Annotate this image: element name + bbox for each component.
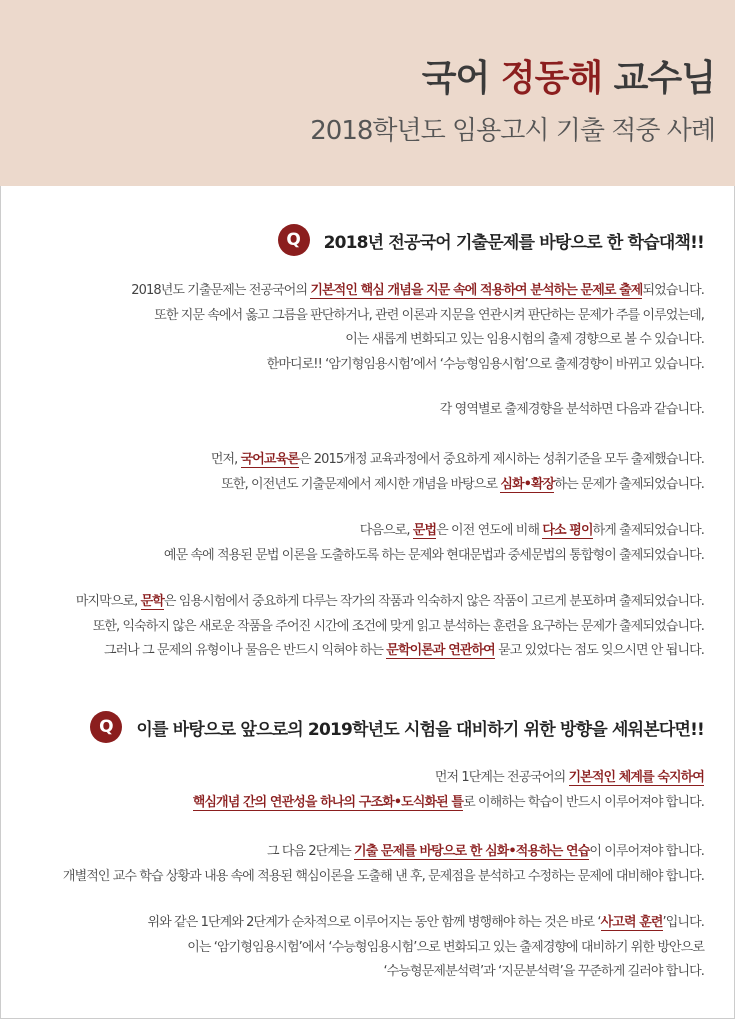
text-span: 묻고 있었다는 점도 잊으시면 안 됩니다. (494, 643, 704, 658)
text-span: ’입니다. (662, 915, 704, 930)
text-line (211, 473, 704, 498)
text-span: 위와 같은 1단계와 2단계가 순차적으로 이루어지는 동안 함께 병행해야 하는 것은 바로 ‘ (147, 915, 601, 930)
text-span: 하는 문제가 출제되었습니다. (554, 476, 704, 492)
highlight-text: 문학이론과 연관하여 (386, 643, 495, 658)
section1-paragraph-3 (211, 448, 704, 497)
text-line (63, 840, 704, 865)
section1-paragraph-1 (131, 279, 704, 377)
section1-paragraph-4 (164, 519, 704, 568)
highlight-text: 기본적인 체계를 숙지하여 (568, 770, 704, 785)
text-span: 은 이전 연도에 비해 (436, 523, 543, 538)
q-badge-icon: Q (278, 224, 310, 256)
section2-heading (90, 711, 704, 743)
section2-paragraph-3 (147, 911, 704, 985)
highlight-text: 문학 (140, 594, 164, 609)
section1-title: 2018년 전공국어 기출문제를 바탕으로 한 학습대책!! (323, 232, 704, 253)
text-span: 이 이루어져야 합니다. (589, 844, 704, 859)
text-line: 이는 새롭게 변화되고 있는 임용시험의 출제 경향으로 볼 수 있습니다. (345, 332, 704, 347)
section2-paragraph-1 (193, 766, 704, 815)
highlight-text: 핵심개념 간의 연관성을 하나의 구조화•도식화된 틀 (192, 794, 464, 810)
content-card (0, 186, 735, 1019)
text-line: 또한, 익숙하지 않은 새로운 작품을 주어진 시간에 조건에 맞게 읽고 분석하는 훈련을 요구하는 문제가 출제되었습니다. (92, 618, 704, 634)
text-span: 2018년도 기출문제는 전공국어의 (131, 283, 311, 298)
text-line (211, 448, 704, 473)
text-span: 은 2015개정 교육과정에서 중요하게 제시하는 성취기준을 모두 출제했습니다. (298, 452, 704, 467)
text-span: 그 다음 2단계는 (266, 844, 354, 859)
text-line (147, 911, 704, 936)
text-span: 또한, 이전년도 기출문제에서 제시한 개념을 바탕으로 (221, 476, 501, 492)
text-line: 각 영역별로 출제경향을 분석하면 다음과 같습니다. (439, 402, 704, 417)
highlight-text: 다소 평이 (542, 523, 593, 538)
section1-paragraph-2 (440, 398, 704, 423)
text-span: 하게 출제되었습니다. (592, 523, 704, 538)
text-span: 마지막으로, (75, 594, 141, 609)
text-span: 먼저 1단계는 전공국어의 (434, 770, 569, 785)
highlight-text: 문법 (412, 523, 437, 538)
section2-paragraph-2 (63, 840, 704, 889)
text-line: ‘수능형문제분석력’과 ‘지문분석력’을 꾸준하게 길러야 합니다. (383, 964, 704, 979)
page-header (0, 0, 735, 186)
text-line: 이는 ‘암기형임용시험’에서 ‘수능형임용시험’으로 변화되고 있는 출제경향에 대비하기 위한 방안으로 (187, 939, 704, 955)
text-line (131, 279, 704, 304)
text-line: 한마디로!! ‘암기형임용시험’에서 ‘수능형임용시험’으로 출제경향이 바뀌고 있습니다. (266, 356, 704, 372)
header-subtitle: 2018학년도 임용고시 기출 적중 사례 (310, 116, 715, 146)
text-line: 개별적인 교수 학습 상황과 내용 속에 적용된 핵심이론을 도출해 낸 후, 문제점을 분석하고 수정하는 문제에 대비해야 합니다. (62, 868, 704, 884)
text-line (76, 639, 704, 664)
text-line: 예문 속에 적용된 문법 이론을 도출하도록 하는 문제와 현대문법과 중세문법의 통합형이 출제되었습니다. (163, 547, 704, 563)
section1-paragraph-5 (76, 590, 704, 664)
highlight-text: 국어교육론 (240, 452, 299, 467)
text-span: 은 임용시험에서 중요하게 다루는 작가의 작품과 익숙하지 않은 작품이 고르게 분포하며 출제되었습니다. (163, 594, 704, 609)
q-badge-icon: Q (90, 711, 122, 743)
text-line (193, 791, 704, 816)
section2-title: 이를 바탕으로 앞으로의 2019학년도 시험을 대비하기 위한 방향을 세워본다면!! (136, 719, 704, 740)
highlight-text: 기본적인 핵심 개념을 지문 속에 적용하여 분석하는 문제로 출제 (310, 283, 643, 298)
highlight-text: 사고력 훈련 (600, 915, 663, 930)
highlight-text: 심화•확장 (500, 476, 555, 492)
text-line (193, 766, 704, 791)
header-title (422, 50, 715, 101)
text-span: 먼저, (210, 452, 241, 467)
header-title-pre: 국어 (421, 58, 501, 99)
text-span: 다음으로, (359, 523, 413, 538)
text-line (164, 519, 704, 544)
text-span: 되었습니다. (642, 283, 704, 298)
highlight-text: 기출 문제를 바탕으로 한 심화•적용하는 연습 (353, 844, 590, 859)
text-span: 로 이해하는 학습이 반드시 이루어져야 합니다. (463, 794, 704, 810)
text-line (76, 590, 704, 615)
section1-heading (278, 224, 704, 256)
text-span: 그러나 그 문제의 유형이나 물음은 반드시 익혀야 하는 (103, 643, 387, 658)
header-title-post: 교수님 (602, 58, 715, 99)
text-line: 또한 지문 속에서 옳고 그름을 판단하거나, 관련 이론과 지문을 연관시켜 판단하는 문제가 주를 이루었는데, (154, 307, 704, 323)
header-title-accent: 정동해 (500, 58, 603, 99)
